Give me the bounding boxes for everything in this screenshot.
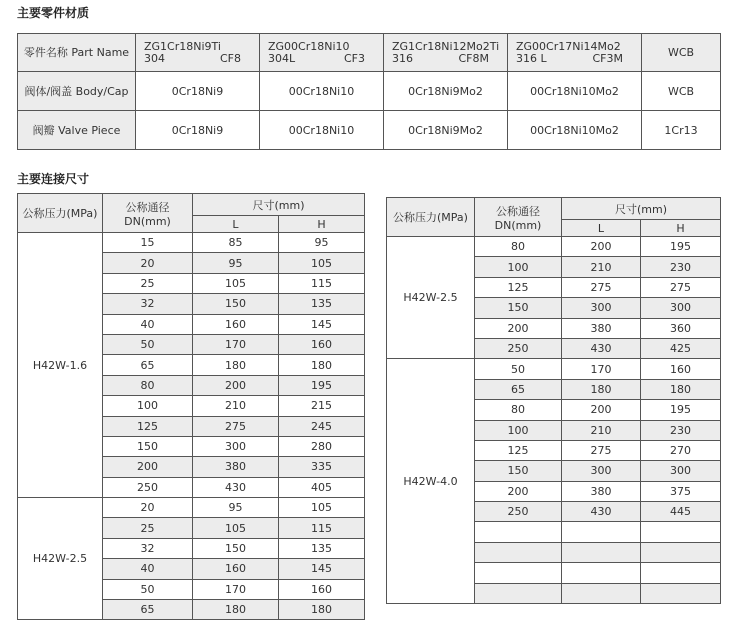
height-cell: 425	[641, 338, 721, 358]
dn-cell: 150	[475, 298, 562, 318]
height-cell: 275	[641, 277, 721, 297]
length-cell: 275	[193, 416, 279, 436]
dn-cell: 25	[103, 518, 193, 538]
pressure-header: 公称压力(MPa)	[387, 198, 475, 237]
pressure-header: 公称压力(MPa)	[18, 194, 103, 233]
part-name-cell: 阀体/阀盖 Body/Cap	[18, 72, 136, 111]
length-cell: 170	[193, 579, 279, 599]
height-cell: 445	[641, 502, 721, 522]
model-cell: H42W-2.5	[387, 237, 475, 359]
material-cell: 0Cr18Ni9	[136, 111, 260, 150]
height-cell: 375	[641, 481, 721, 501]
dn-cell: 100	[475, 257, 562, 277]
dn-cell: 125	[475, 277, 562, 297]
model-cell: H42W-1.6	[18, 233, 103, 498]
table-row	[18, 498, 365, 518]
length-cell: 380	[562, 481, 641, 501]
part-name-header: 零件名称 Part Name	[18, 34, 136, 72]
dn-cell: 20	[103, 253, 193, 273]
material-cell: 0Cr18Ni9	[136, 72, 260, 111]
material-column-header: ZG00Cr18Ni10 304L CF3	[260, 34, 384, 72]
materials-row	[18, 111, 721, 150]
dn-cell: 40	[103, 559, 193, 579]
material-cell: 00Cr18Ni10	[260, 72, 384, 111]
dn-cell: 80	[475, 400, 562, 420]
dn-cell: 65	[103, 600, 193, 620]
length-header: L	[193, 216, 279, 233]
length-cell	[562, 563, 641, 583]
size-header: 尺寸(mm)	[193, 194, 365, 216]
height-header: H	[641, 220, 721, 237]
height-cell	[641, 583, 721, 603]
length-cell: 210	[562, 420, 641, 440]
dn-cell: 65	[475, 379, 562, 399]
height-cell: 180	[641, 379, 721, 399]
height-cell: 145	[279, 559, 365, 579]
length-cell	[562, 522, 641, 542]
length-cell: 200	[562, 237, 641, 257]
dn-cell: 80	[475, 237, 562, 257]
dn-cell: 200	[103, 457, 193, 477]
part-name-cell: 阀瓣 Valve Piece	[18, 111, 136, 150]
dn-cell: 80	[103, 375, 193, 395]
length-cell: 380	[562, 318, 641, 338]
material-cell: 00Cr18Ni10	[260, 111, 384, 150]
size-header: 尺寸(mm)	[562, 198, 721, 220]
dn-cell: 100	[103, 396, 193, 416]
height-cell: 195	[279, 375, 365, 395]
material-cell: WCB	[642, 72, 721, 111]
dn-cell: 20	[103, 498, 193, 518]
dn-cell: 125	[475, 440, 562, 460]
height-cell: 95	[279, 233, 365, 253]
height-cell: 195	[641, 400, 721, 420]
dn-cell	[475, 583, 562, 603]
height-cell: 195	[641, 237, 721, 257]
height-cell: 180	[279, 355, 365, 375]
length-header: L	[562, 220, 641, 237]
height-cell	[641, 563, 721, 583]
height-cell: 300	[641, 298, 721, 318]
length-cell: 275	[562, 440, 641, 460]
dn-cell: 150	[475, 461, 562, 481]
dn-cell: 200	[475, 481, 562, 501]
material-cell: 00Cr18Ni10Mo2	[508, 111, 642, 150]
height-cell: 115	[279, 518, 365, 538]
length-cell: 95	[193, 498, 279, 518]
height-header: H	[279, 216, 365, 233]
length-cell: 300	[193, 436, 279, 456]
height-cell: 105	[279, 253, 365, 273]
dn-cell	[475, 563, 562, 583]
model-cell: H42W-2.5	[18, 498, 103, 620]
length-cell: 105	[193, 273, 279, 293]
materials-table	[17, 33, 721, 150]
height-cell: 360	[641, 318, 721, 338]
length-cell: 150	[193, 294, 279, 314]
length-cell: 180	[562, 379, 641, 399]
length-cell: 180	[193, 600, 279, 620]
nominal-diameter-header: 公称通径 DN(mm)	[475, 198, 562, 237]
dn-cell: 250	[475, 502, 562, 522]
height-cell: 215	[279, 396, 365, 416]
height-cell: 335	[279, 457, 365, 477]
length-cell: 200	[562, 400, 641, 420]
length-cell: 300	[562, 461, 641, 481]
length-cell	[562, 583, 641, 603]
length-cell: 430	[562, 338, 641, 358]
length-cell: 200	[193, 375, 279, 395]
height-cell: 160	[279, 334, 365, 354]
table-row	[387, 237, 721, 257]
length-cell: 430	[193, 477, 279, 497]
height-cell: 160	[641, 359, 721, 379]
height-cell: 135	[279, 294, 365, 314]
dn-cell: 32	[103, 294, 193, 314]
length-cell: 160	[193, 559, 279, 579]
material-column-header: WCB	[642, 34, 721, 72]
dn-cell: 15	[103, 233, 193, 253]
length-cell: 150	[193, 538, 279, 558]
length-cell: 210	[562, 257, 641, 277]
table-row	[18, 233, 365, 253]
dn-cell: 100	[475, 420, 562, 440]
dn-cell: 50	[103, 334, 193, 354]
length-cell: 170	[193, 334, 279, 354]
length-cell: 170	[562, 359, 641, 379]
dimensions-table-right	[386, 197, 721, 604]
dn-cell: 40	[103, 314, 193, 334]
materials-section-title: 主要零件材质	[17, 6, 90, 20]
height-cell	[641, 522, 721, 542]
material-column-header: ZG00Cr17Ni14Mo2 316 L CF3M	[508, 34, 642, 72]
height-cell: 280	[279, 436, 365, 456]
height-cell: 145	[279, 314, 365, 334]
height-cell: 115	[279, 273, 365, 293]
dimensions-table-left	[17, 193, 365, 620]
dn-cell: 32	[103, 538, 193, 558]
height-cell: 160	[279, 579, 365, 599]
height-cell	[641, 542, 721, 562]
material-column-header: ZG1Cr18Ni9Ti 304 CF8	[136, 34, 260, 72]
length-cell: 380	[193, 457, 279, 477]
dn-cell: 50	[103, 579, 193, 599]
dn-cell: 65	[103, 355, 193, 375]
length-cell: 180	[193, 355, 279, 375]
model-cell: H42W-4.0	[387, 359, 475, 604]
dn-cell: 50	[475, 359, 562, 379]
dn-cell: 200	[475, 318, 562, 338]
dn-cell: 250	[103, 477, 193, 497]
height-cell: 180	[279, 600, 365, 620]
dn-cell: 125	[103, 416, 193, 436]
height-cell: 270	[641, 440, 721, 460]
length-cell: 300	[562, 298, 641, 318]
dn-cell	[475, 542, 562, 562]
material-cell: 1Cr13	[642, 111, 721, 150]
height-cell: 230	[641, 257, 721, 277]
length-cell: 210	[193, 396, 279, 416]
material-cell: 00Cr18Ni10Mo2	[508, 72, 642, 111]
dimensions-section-title: 主要连接尺寸	[17, 172, 90, 186]
height-cell: 105	[279, 498, 365, 518]
dn-cell: 25	[103, 273, 193, 293]
length-cell: 160	[193, 314, 279, 334]
dn-cell: 150	[103, 436, 193, 456]
height-cell: 245	[279, 416, 365, 436]
dn-cell	[475, 522, 562, 542]
height-cell: 300	[641, 461, 721, 481]
nominal-diameter-header: 公称通径 DN(mm)	[103, 194, 193, 233]
length-cell: 430	[562, 502, 641, 522]
length-cell	[562, 542, 641, 562]
height-cell: 135	[279, 538, 365, 558]
dn-cell: 250	[475, 338, 562, 358]
length-cell: 105	[193, 518, 279, 538]
materials-row	[18, 72, 721, 111]
length-cell: 85	[193, 233, 279, 253]
height-cell: 230	[641, 420, 721, 440]
material-cell: 0Cr18Ni9Mo2	[384, 111, 508, 150]
material-cell: 0Cr18Ni9Mo2	[384, 72, 508, 111]
height-cell: 405	[279, 477, 365, 497]
material-column-header: ZG1Cr18Ni12Mo2Ti 316 CF8M	[384, 34, 508, 72]
length-cell: 275	[562, 277, 641, 297]
length-cell: 95	[193, 253, 279, 273]
table-row	[387, 359, 721, 379]
